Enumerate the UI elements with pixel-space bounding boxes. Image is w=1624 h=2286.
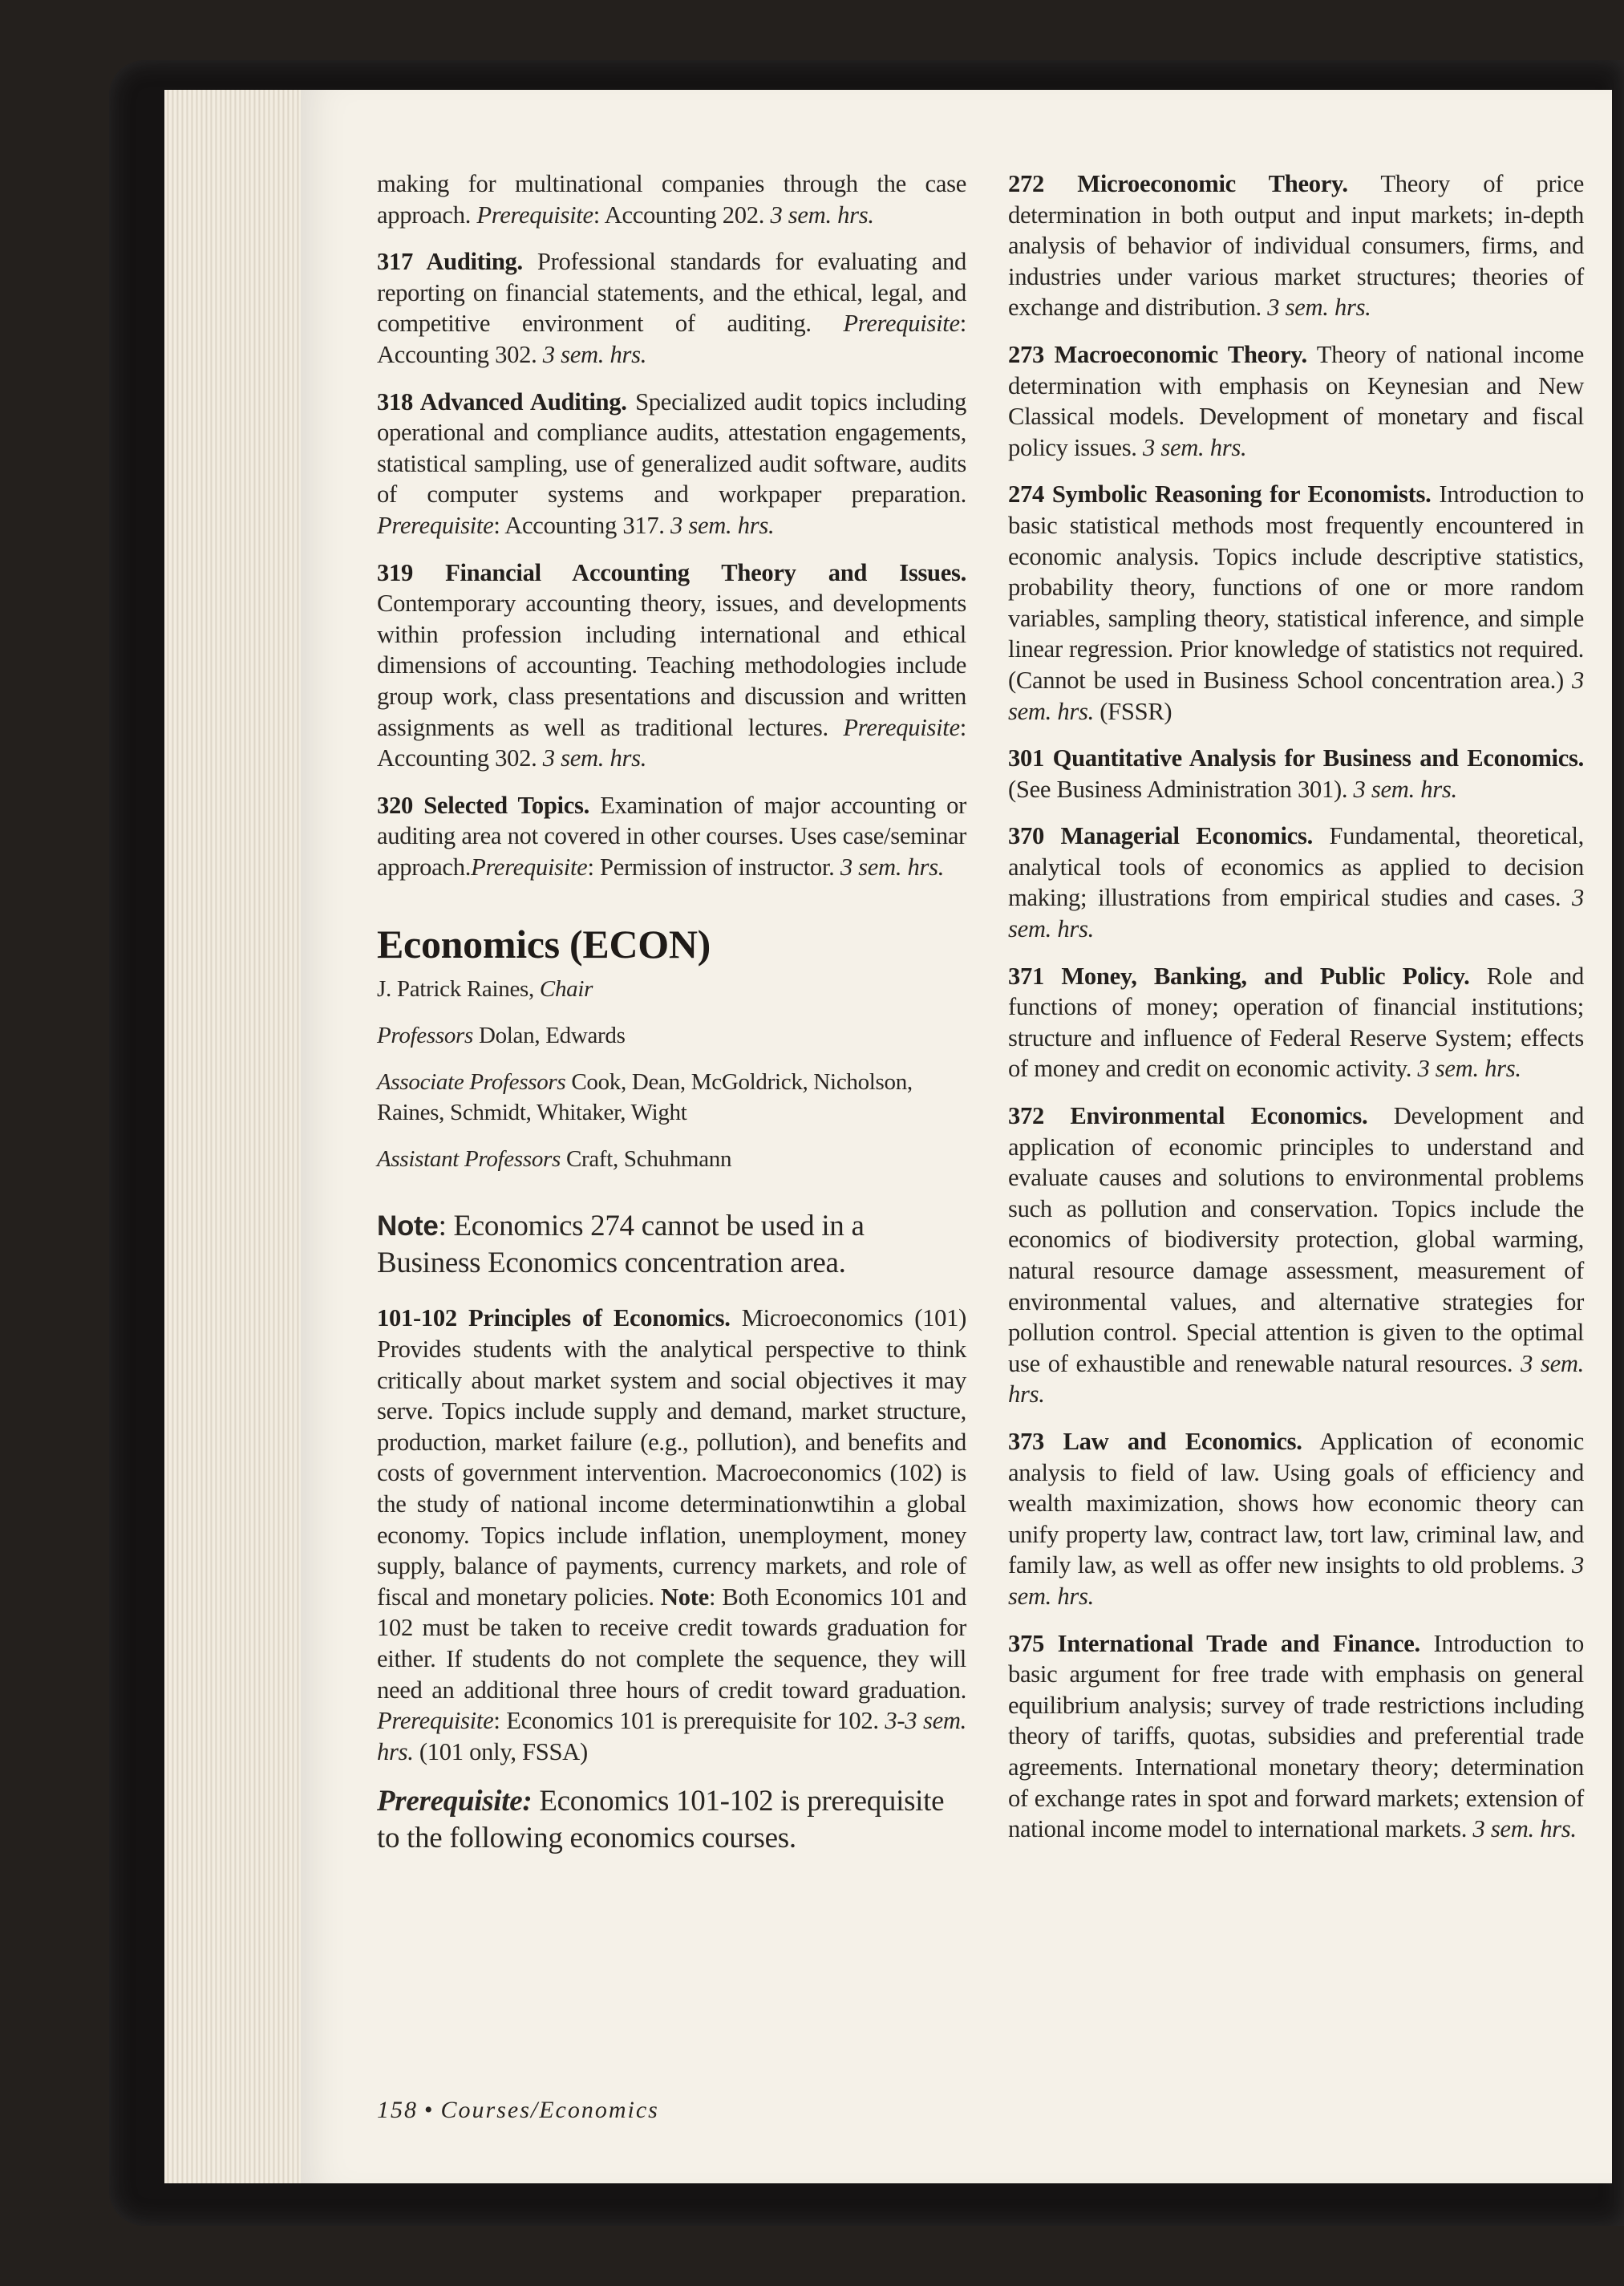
course-description: Theory of price determination in both output and input markets; in-depth analysis of behavior of individual consumers, firms, and industries under various market structures; theories of exchange and distribution. — [1008, 170, 1584, 322]
course-description: Introduction to basic argument for free trade with emphasis on general equilibrium analysis; survey of trade restrictions including theory of tariffs, quotas, subsidies and preferential trade agreements. International monetary theory; determination of exchange rates in spot and forward markets; extension of national income model to international markets. — [1008, 1629, 1585, 1843]
page-number: 158 — [377, 2097, 418, 2123]
course-description: Introduction to basic statistical methods most frequently encountered in economic analysis. Topics include descriptive statistics, probability theory, functions of one or more random variables, sampling theory, statistical inference, and simple linear regression. Prior knowledge of statistics not required. (Cannot be used in Business School concentration area.) — [1008, 480, 1584, 694]
course-description: Fundamental, theoretical, analytical tools of economics as applied to decision making; illustrations from empirical studies and cases. — [1008, 822, 1584, 912]
department-note — [377, 1208, 966, 1282]
course-entry-301 — [1008, 743, 1584, 805]
credit-hours: 3 sem. hrs. — [542, 340, 647, 368]
course-description: Microeconomics (101) Provides students with the analytical perspective to think critically about market system and social objectives it may serve. Topics include supply and demand, market structure, production, market failure (e.g., pollution), and benefits and costs of government intervention. Macroeconomics (102) is the study of national income determinationwtihin a global economy. Topics include inflation, unemployment, money supply, balance of payments, currency markets, and role of fiscal and monetary policies. — [377, 1304, 966, 1611]
assistant-professors-label: Assistant Professors — [377, 1146, 561, 1173]
department-heading: Economics (ECON) — [377, 922, 711, 967]
professors-names: Dolan, Edwards — [473, 1023, 626, 1049]
bullet-separator: • — [424, 2097, 435, 2123]
requirement-code: (101 only, FSSA) — [413, 1737, 588, 1765]
course-entry-273 — [1008, 339, 1584, 463]
credit-hours: 3 sem. hrs. — [1417, 1055, 1521, 1083]
course-description: Contemporary accounting theory, issues, and developments within profession including international and ethical dimensions of accounting. Teaching methodologies include group work, class presentations and discussion and written assignments as well as traditional lectures. — [377, 590, 966, 741]
course-entry-274 — [1008, 479, 1584, 727]
course-description: Role and functions of money; operation of financial institutions; structure and influence of Federal Reserve System; effects of money and credit on economic activity. — [1008, 962, 1584, 1083]
associate-professors-line — [377, 1067, 966, 1128]
associate-professors-label: Associate Professors — [377, 1069, 566, 1096]
note-label: Note — [377, 1210, 439, 1242]
course-title: 370 Managerial Economics. — [1008, 822, 1313, 850]
note-text: : Both Economics 101 and 102 must be taken to receive credit towards graduation for either. If students do not complete the sequence, they will need an additional three hours of credit toward graduation. — [377, 1583, 966, 1704]
course-description: Examination of major accounting or auditing area not covered in other courses. Uses case/seminar approach. — [377, 791, 967, 881]
credit-hours: 3 sem. hrs. — [1008, 1349, 1584, 1408]
prerequisite-label: Prerequisite: — [377, 1785, 533, 1818]
prerequisite-text: : Economics 101 is prerequisite for 102. — [493, 1707, 885, 1735]
prerequisite-label: Prerequisite — [843, 310, 960, 338]
credit-hours: 3 sem. hrs. — [1008, 666, 1584, 725]
course-title: 317 Auditing. — [377, 248, 523, 276]
credit-hours: 3-3 sem. hrs. — [377, 1707, 966, 1765]
credit-hours: 3 sem. hrs. — [1143, 433, 1247, 461]
assistant-professors-names: Craft, Schuhmann — [561, 1146, 732, 1173]
course-title: 318 Advanced Auditing. — [377, 387, 627, 415]
note-label: Note — [661, 1583, 709, 1611]
course-entry-318 — [377, 387, 966, 541]
course-entry-375 — [1008, 1628, 1584, 1845]
course-entry-continued — [377, 168, 966, 230]
credit-hours: 3 sem. hrs. — [670, 511, 775, 539]
course-entry-272 — [1008, 168, 1584, 323]
prerequisite-text: : Accounting 317. — [493, 511, 671, 539]
credit-hours: 3 sem. hrs. — [1472, 1815, 1577, 1843]
prerequisite-text: : Accounting 202. — [593, 201, 771, 229]
catalog-page — [301, 90, 1612, 2183]
prerequisite-text: : Permission of instructor. — [587, 853, 840, 881]
course-description: (See Business Administration 301). — [1008, 775, 1354, 803]
page-stack-edges — [164, 90, 301, 2183]
prerequisite-label: Prerequisite — [476, 201, 593, 229]
credit-hours: 3 sem. hrs. — [840, 853, 945, 881]
course-title: 319 Financial Accounting Theory and Issues. — [377, 558, 966, 586]
credit-hours: 3 sem. hrs. — [542, 744, 647, 772]
credit-hours: 3 sem. hrs. — [1353, 775, 1457, 803]
course-description: making for multinational companies through the case approach. — [377, 170, 966, 229]
credit-hours: 3 sem. hrs. — [1008, 884, 1584, 943]
chair-line — [377, 974, 966, 1004]
section-title: Courses/Economics — [440, 2097, 659, 2123]
course-title: 101-102 Principles of Economics. — [377, 1304, 731, 1332]
chair-label: Chair — [539, 976, 593, 1003]
course-description: Development and application of economic principles to understand and evaluate causes and solutions to environmental problems such as pollution and conservation. Topics include the economics of biodiversity protection, global warming, natural resource damage assessment, measurement of environmental values, and alternative strategies for pollution control. Special attention is given to the optimal use of exhaustible and renewable natural resources. — [1008, 1102, 1584, 1377]
course-description: Specialized audit topics including operational and compliance audits, attestation engagements, statistical sampling, use of generalized audit software, audits of computer systems and workpaper preparation. — [377, 387, 966, 509]
course-description: Theory of national income determination with emphasis on Keynesian and New Classical models. Development of monetary and fiscal policy issues. — [1008, 340, 1584, 461]
course-title: 373 Law and Economics. — [1008, 1427, 1302, 1455]
prerequisite-label: Prerequisite — [843, 713, 960, 741]
course-title: 371 Money, Banking, and Public Policy. — [1008, 962, 1470, 990]
course-entry-373 — [1008, 1426, 1584, 1612]
course-title: 301 Quantitative Analysis for Business and Economics. — [1008, 744, 1584, 772]
course-title: 272 Microeconomic Theory. — [1008, 170, 1348, 197]
prerequisite-text: : Accounting 302. — [377, 310, 966, 368]
professors-line — [377, 1020, 966, 1051]
credit-hours: 3 sem. hrs. — [770, 201, 874, 229]
course-title: 320 Selected Topics. — [377, 791, 589, 819]
course-entry-319 — [377, 557, 966, 774]
course-entry-101-102 — [377, 1303, 966, 1767]
course-title: 375 International Trade and Finance. — [1008, 1629, 1420, 1657]
course-entry-317 — [377, 246, 966, 370]
course-title: 273 Macroeconomic Theory. — [1008, 340, 1307, 368]
course-entry-320 — [377, 790, 966, 883]
course-description: Application of economic analysis to field of law. Using goals of efficiency and wealth maximization, shows how economic theory can unify property law, contract law, tort law, criminal law, and family law, as well as offer new insights to old problems. — [1008, 1427, 1585, 1579]
professors-label: Professors — [377, 1023, 473, 1049]
course-description: Professional standards for evaluating and reporting on financial statements, and the ethical, legal, and competitive environment of auditing. — [377, 248, 966, 338]
associate-professors-names: Cook, Dean, McGoldrick, Nicholson, Raines, Schmidt, Whitaker, Wight — [377, 1069, 913, 1126]
prerequisite-statement — [377, 1783, 966, 1857]
prerequisite-label: Prerequisite — [377, 1707, 494, 1735]
chair-name: J. Patrick Raines, — [377, 976, 540, 1003]
left-column — [377, 168, 966, 1873]
prerequisite-text: Economics 101-102 is prerequisite to the following economics courses. — [377, 1785, 945, 1855]
note-text: : Economics 274 cannot be used in a Business Economics concentration area. — [377, 1210, 865, 1280]
page-footer — [377, 2097, 659, 2124]
prerequisite-text: : Accounting 302. — [377, 713, 966, 772]
credit-hours: 3 sem. hrs. — [1008, 1551, 1584, 1610]
course-entry-371 — [1008, 961, 1584, 1084]
prerequisite-label: Prerequisite — [377, 511, 494, 539]
course-entry-370 — [1008, 821, 1584, 944]
credit-hours: 3 sem. hrs. — [1267, 294, 1371, 322]
prerequisite-label: Prerequisite — [471, 853, 588, 881]
requirement-code: (FSSR) — [1093, 697, 1172, 725]
right-column — [1008, 168, 1584, 1861]
course-title: 274 Symbolic Reasoning for Economists. — [1008, 480, 1432, 509]
course-title: 372 Environmental Economics. — [1008, 1102, 1368, 1130]
assistant-professors-line — [377, 1144, 966, 1174]
course-entry-372 — [1008, 1100, 1584, 1410]
